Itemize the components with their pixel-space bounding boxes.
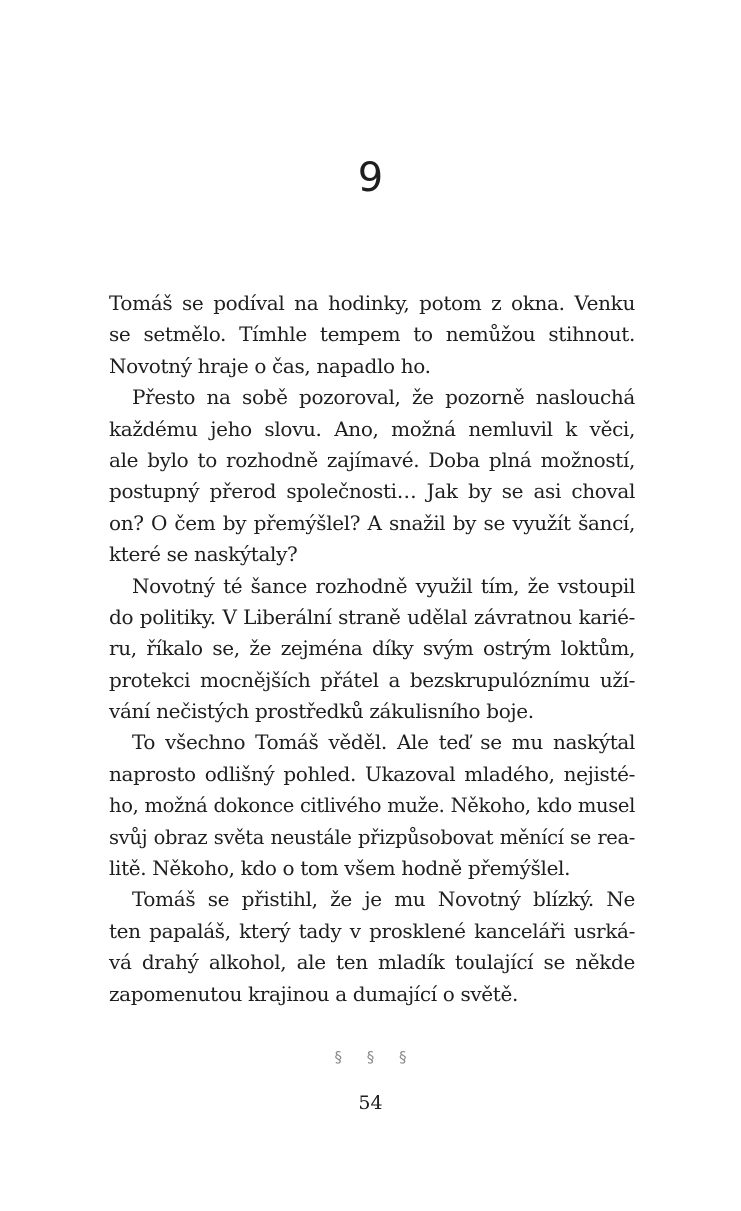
text-line: které se naskýtaly? — [109, 542, 298, 567]
text-line: svůj obraz světa neustále přizpůsobovat měnící se rea- — [109, 825, 635, 849]
text-line: ale bylo to rozhodně zajímavé. Doba plná možností, — [109, 447, 635, 472]
text-line: To všechno Tomáš věděl. Ale teď se mu naskýtal — [132, 730, 635, 755]
text-line: postupný přerod společnosti… Jak by se asi choval — [109, 479, 635, 504]
text-line: zapomenutou krajinou a dumající o světě. — [109, 981, 518, 1006]
chapter-number: 9 — [357, 155, 384, 201]
text-line: vá drahý alkohol, ale ten mladík toulající se někde — [109, 950, 635, 975]
text-line: litě. Někoho, kdo o tom všem hodně přemýšlel. — [109, 856, 571, 881]
text-line: Tomáš se podíval na hodinky, potom z okna. Venku — [109, 291, 635, 315]
chapter-body — [109, 288, 635, 1010]
text-line: naprosto odlišný pohled. Ukazoval mladého, nejisté- — [109, 761, 635, 786]
text-line: Novotný hraje o čas, napadlo ho. — [109, 353, 431, 378]
text-line: vání nečistých prostředků zákulisního boje. — [109, 699, 534, 724]
text-line: Tomáš se přistihl, že je mu Novotný blízký. Ne — [132, 887, 635, 912]
text-line: každému jeho slovu. Ano, možná nemluvil k věci, — [109, 416, 635, 441]
text-line: ten papaláš, který tady v prosklené kanceláři usrká- — [109, 918, 635, 943]
page-number: 54 — [358, 1092, 383, 1114]
text-line: ru, říkalo se, že zejména díky svým ostrým loktům, — [109, 636, 635, 661]
text-line: Novotný té šance rozhodně využil tím, že vstoupil — [132, 573, 635, 598]
text-line: ho, možná dokonce citlivého muže. Někoho, kdo musel — [109, 794, 635, 818]
text-line: se setmělo. Tímhle tempem to nemůžou stihnout. — [109, 322, 635, 347]
section-break-ornament: § § § — [334, 1048, 417, 1066]
text-line: on? O čem by přemýšlel? A snažil by se využít šancí, — [109, 510, 635, 535]
text-line: Přesto na sobě pozoroval, že pozorně naslouchá — [132, 385, 635, 410]
text-line: protekci mocnějších přátel a bezskrupulóznímu uží- — [109, 667, 635, 692]
text-line: do politiky. V Liberální straně udělal závratnou karié- — [109, 604, 635, 629]
